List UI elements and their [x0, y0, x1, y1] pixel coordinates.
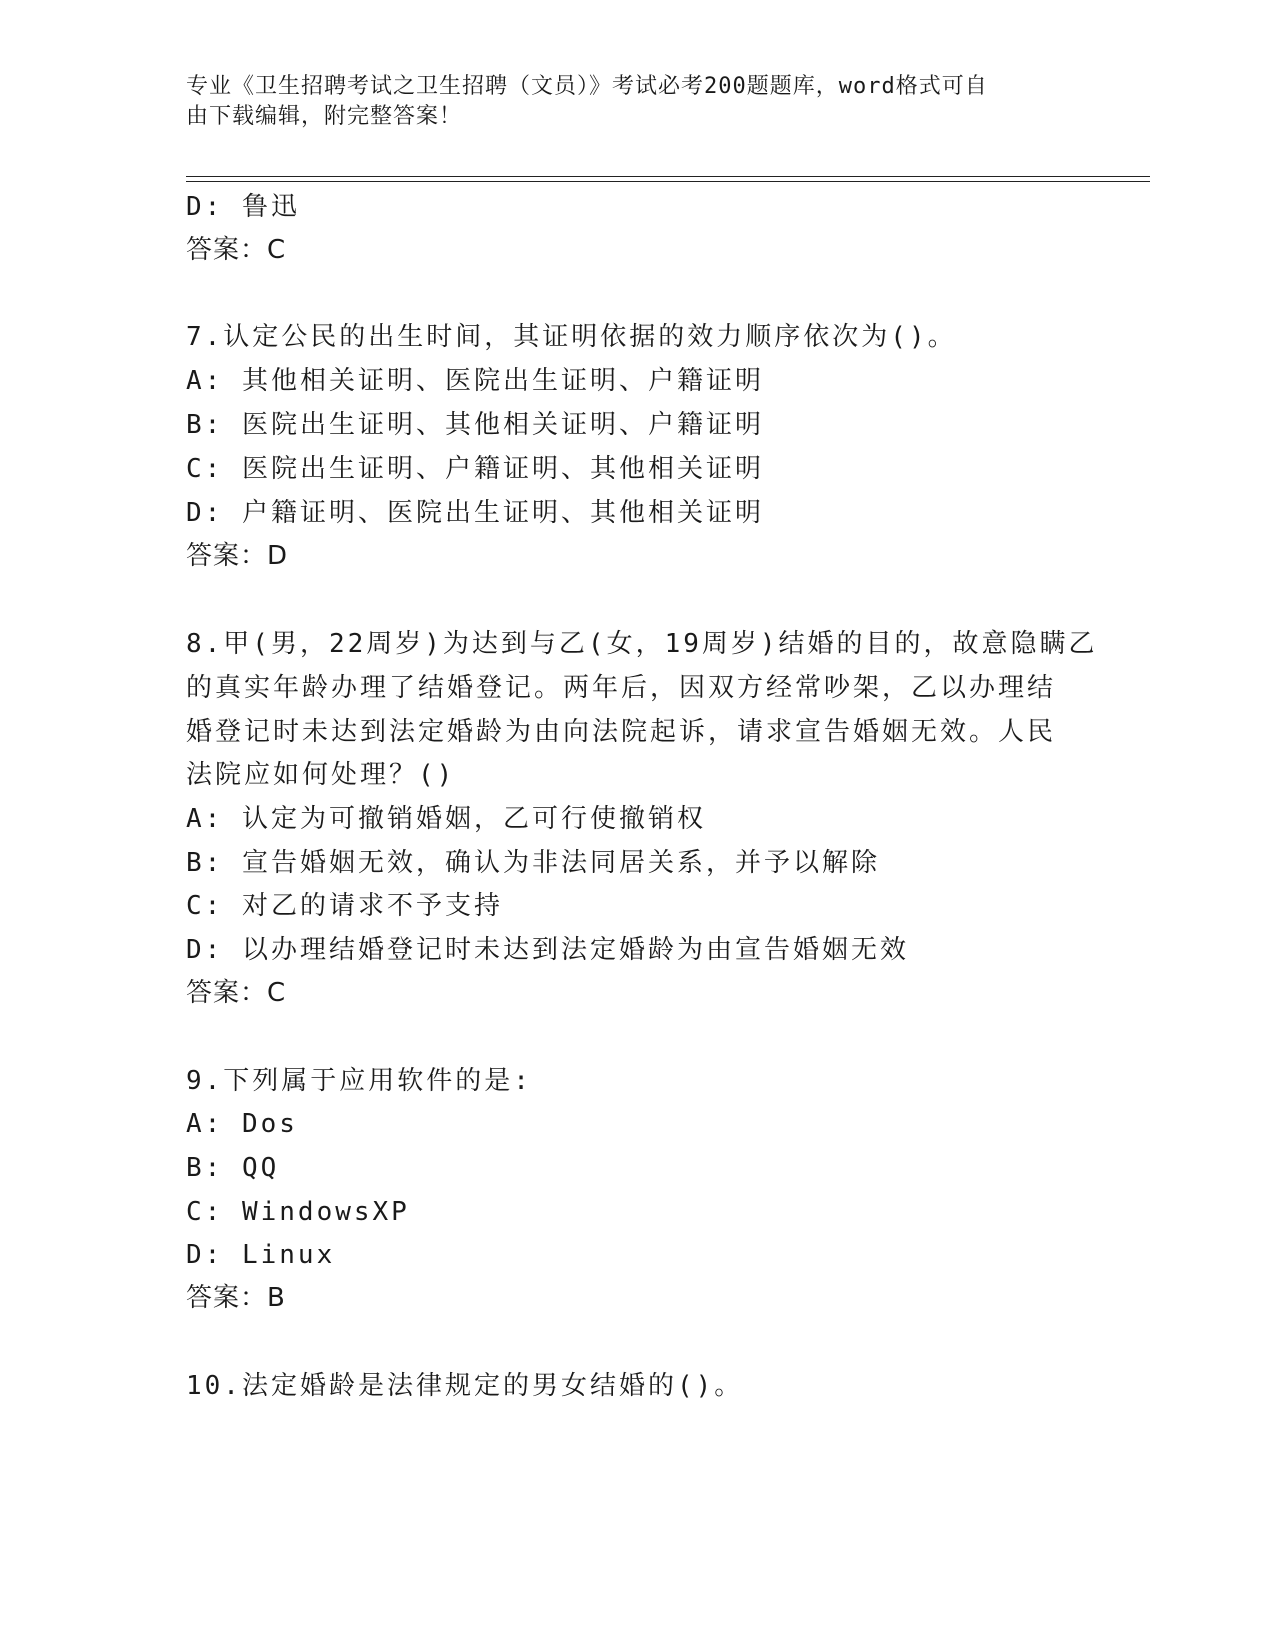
q8-stem-line-1: 8.甲(男，22周岁)为达到与乙(女，19周岁)结婚的目的，故意隐瞒乙	[186, 629, 1098, 659]
header-line-1: 专业《卫生招聘考试之卫生招聘（文员）》考试必考200题题库，word格式可自	[186, 74, 988, 99]
q7-option-c: C: 医院出生证明、户籍证明、其他相关证明	[186, 454, 764, 484]
q8-option-d: D: 以办理结婚登记时未达到法定婚龄为由宣告婚姻无效	[186, 935, 909, 965]
header-rule-top	[186, 176, 1150, 177]
q10-stem: 10.法定婚龄是法律规定的男女结婚的()。	[186, 1371, 744, 1401]
q8-option-c: C: 对乙的请求不予支持	[186, 891, 503, 921]
q8-stem-line-4: 法院应如何处理？()	[186, 760, 456, 790]
q7-option-a: A: 其他相关证明、医院出生证明、户籍证明	[186, 366, 764, 396]
q9-answer: 答案：B	[186, 1283, 286, 1313]
q8-answer: 答案：C	[186, 978, 287, 1008]
prev-option-d: D: 鲁迅	[186, 192, 300, 222]
q8-option-a: A: 认定为可撤销婚姻，乙可行使撤销权	[186, 804, 706, 834]
q9-option-b: B: QQ	[186, 1153, 280, 1183]
q8-stem-line-2: 的真实年龄办理了结婚登记。两年后，因双方经常吵架，乙以办理结	[186, 673, 1057, 703]
document-header	[186, 72, 1086, 132]
prev-answer: 答案：C	[186, 235, 287, 265]
q9-option-a: A: Dos	[186, 1109, 298, 1139]
q7-option-b: B: 医院出生证明、其他相关证明、户籍证明	[186, 410, 764, 440]
header-line-2: 由下载编辑，附完整答案！	[186, 104, 463, 129]
q7-stem: 7.认定公民的出生时间，其证明依据的效力顺序依次为()。	[186, 322, 957, 352]
q9-option-c: C: WindowsXP	[186, 1197, 410, 1227]
q9-option-d: D: Linux	[186, 1240, 336, 1270]
q8-stem-line-3: 婚登记时未达到法定婚龄为由向法院起诉，请求宣告婚姻无效。人民	[186, 717, 1057, 747]
q9-stem: 9.下列属于应用软件的是:	[186, 1066, 532, 1096]
header-rule-bottom	[186, 181, 1150, 182]
q8-option-b: B: 宣告婚姻无效，确认为非法同居关系，并予以解除	[186, 848, 880, 878]
q7-option-d: D: 户籍证明、医院出生证明、其他相关证明	[186, 498, 764, 528]
q7-answer: 答案：D	[186, 541, 289, 571]
